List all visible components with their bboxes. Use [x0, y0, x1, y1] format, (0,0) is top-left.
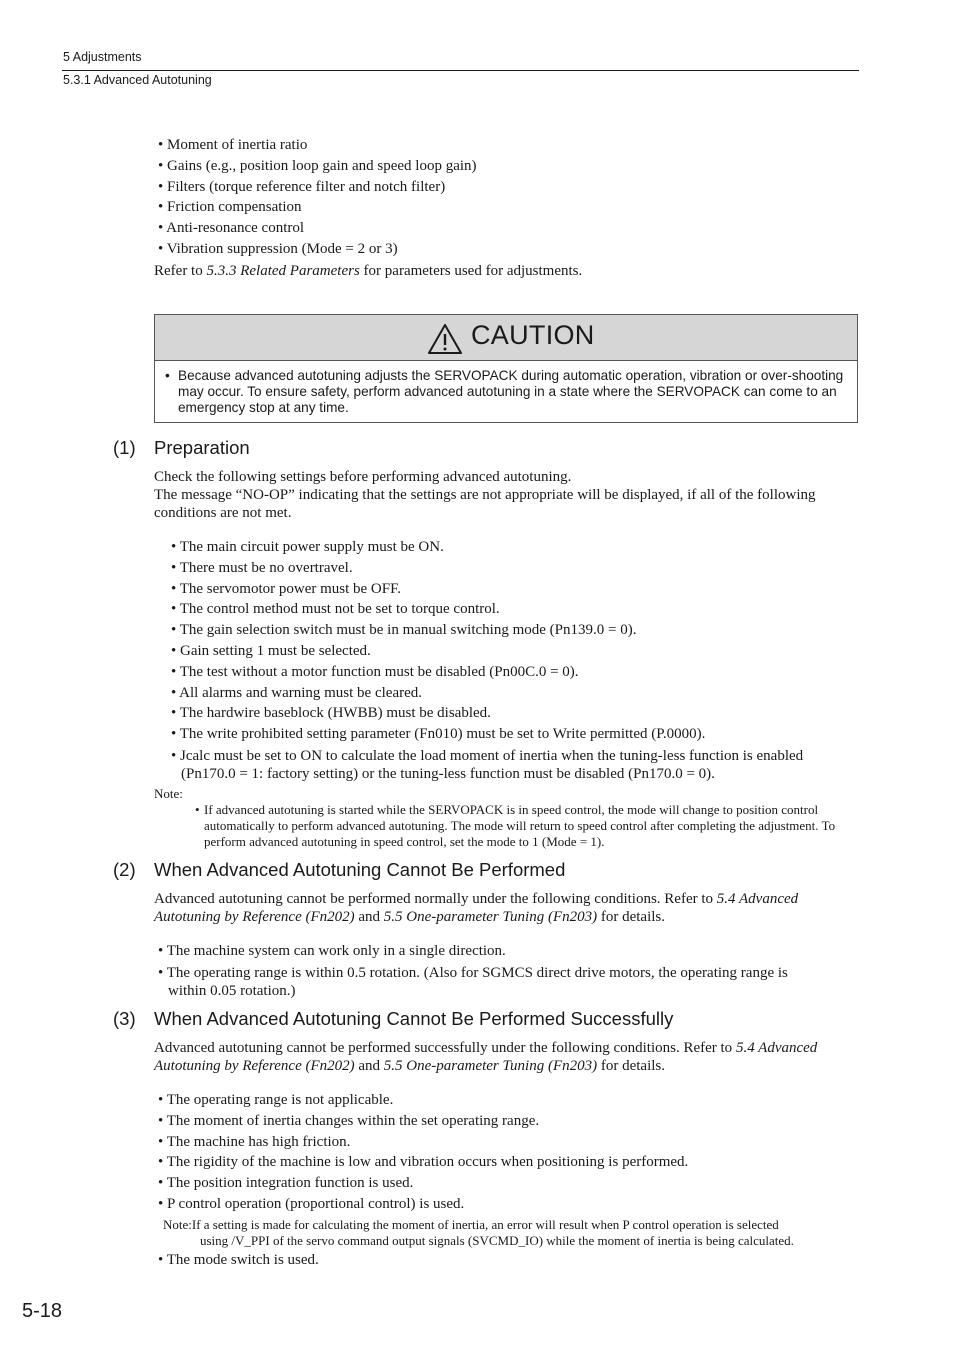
paragraph: Check the following settings before performing advanced autotuning.	[154, 469, 572, 485]
refer-text: Refer to	[154, 263, 207, 279]
list-item: • Moment of inertia ratio	[158, 137, 308, 153]
section-2-paragraph	[154, 890, 854, 926]
caution-bullet: •	[165, 368, 170, 383]
list-item: • There must be no overtravel.	[171, 559, 353, 576]
section-3-paragraph	[154, 1039, 854, 1075]
failure-bullet-list	[158, 1090, 688, 1215]
preparation-bullet-list	[171, 537, 705, 745]
list-item: • The main circuit power supply must be ON.	[171, 539, 444, 555]
section-3-title: When Advanced Autotuning Cannot Be Performed Successfully	[154, 1008, 674, 1029]
section-1-intro	[154, 468, 864, 522]
list-item: • The write prohibited setting parameter (Fn010) must be set to Write permitted (P.0000).	[171, 726, 706, 743]
intro-bullet-list	[158, 135, 477, 260]
section-header: 5.3.1 Advanced Autotuning	[63, 73, 212, 87]
note-bullet: •	[195, 802, 200, 817]
p-control-note	[163, 1217, 794, 1249]
list-item: • The control method must not be set to torque control.	[171, 601, 500, 618]
list-item: • The machine system can work only in a single direction.	[158, 943, 506, 959]
page-number: 5-18	[22, 1300, 63, 1322]
list-item: • The operating range is not applicable.	[158, 1092, 394, 1108]
list-item: • Jcalc must be set to ON to calculate the load moment of inertia when the tuning-less function is enabled	[171, 748, 804, 764]
paragraph-text: Advanced autotuning cannot be performed successfully under the following conditions. Refer to	[154, 1040, 736, 1056]
paragraph-text: and	[354, 1058, 384, 1074]
note-text: If advanced autotuning is started while the SERVOPACK is in speed control, the mode will change to position control automatically to perform advanced autotuning. The mode will return to speed control after completing the adjustment. To perform advanced autotuning in speed control, set the mode to 1 (Mode = 1).	[204, 802, 836, 849]
caution-title: CAUTION	[471, 320, 595, 350]
list-item: • Anti-resonance control	[158, 220, 305, 237]
list-item: • Gains (e.g., position loop gain and speed loop gain)	[158, 157, 477, 174]
list-item: • The rigidity of the machine is low and vibration occurs when positioning is performed.	[158, 1154, 689, 1171]
section-1-title: Preparation	[154, 437, 250, 458]
refer-text: for parameters used for adjustments.	[359, 263, 583, 279]
section-3-number: (3)	[113, 1008, 136, 1029]
list-item: • The mode switch is used.	[158, 1252, 319, 1268]
caution-paragraph: Because advanced autotuning adjusts the SERVOPACK during automatic operation, vibration or over-shooting may occur. To ensure safety, perform advanced autotuning in a state where the SERVOPACK can come to an emergency stop at any time.	[178, 368, 844, 415]
cross-reference-link[interactable]: 5.4 Advanced Autotuning by Reference (Fn202)	[154, 1040, 818, 1074]
list-item: • Gain setting 1 must be selected.	[171, 642, 371, 659]
note-text: Note:If a setting is made for calculating the moment of inertia, an error will result when P control operation is selected	[163, 1217, 779, 1232]
caution-box	[154, 314, 858, 423]
paragraph: The message “NO-OP” indicating that the settings are not appropriate will be displayed, if all of the following conditions are not met.	[154, 487, 816, 521]
list-item: • The hardwire baseblock (HWBB) must be disabled.	[171, 705, 491, 722]
list-item-continuation: (Pn170.0 = 1: factory setting) or the tuning-less function must be disabled (Pn170.0 = 0).	[181, 766, 715, 782]
cross-reference-link[interactable]: 5.4 Advanced Autotuning by Reference (Fn202)	[154, 891, 799, 925]
list-item: • The servomotor power must be OFF.	[171, 580, 402, 597]
cross-reference-link[interactable]: 5.3.3 Related Parameters	[206, 263, 360, 279]
list-item: • The test without a motor function must be disabled (Pn00C.0 = 0).	[171, 663, 579, 680]
list-item: • Vibration suppression (Mode = 2 or 3)	[158, 240, 398, 257]
section-2-title: When Advanced Autotuning Cannot Be Performed	[154, 859, 566, 880]
chapter-header: 5 Adjustments	[63, 50, 142, 64]
section-1-number: (1)	[113, 437, 136, 458]
warning-triangle-icon	[427, 323, 463, 355]
jcalc-bullet	[171, 747, 803, 783]
list-item: • The gain selection switch must be in manual switching mode (Pn139.0 = 0).	[171, 622, 637, 639]
operating-range-bullet	[158, 964, 788, 1000]
paragraph-text: Advanced autotuning cannot be performed normally under the following conditions. Refer to	[154, 891, 717, 907]
cross-reference-link[interactable]: 5.5 One-parameter Tuning (Fn203)	[383, 1058, 598, 1074]
refer-paragraph	[154, 262, 582, 280]
list-item: • The operating range is within 0.5 rotation. (Also for SGMCS direct drive motors, the operating range is	[158, 965, 788, 981]
paragraph-text: for details.	[597, 1058, 666, 1074]
list-item: • Filters (torque reference filter and notch filter)	[158, 178, 446, 195]
list-item: • The position integration function is used.	[158, 1175, 414, 1192]
paragraph-text: for details.	[597, 909, 666, 925]
list-item: • Friction compensation	[158, 199, 302, 216]
list-item: • P control operation (proportional control) is used.	[158, 1195, 465, 1212]
section-2-number: (2)	[113, 859, 136, 880]
cross-reference-link[interactable]: 5.5 One-parameter Tuning (Fn203)	[383, 909, 598, 925]
list-item: • The moment of inertia changes within the set operating range.	[158, 1112, 540, 1129]
note-text: using /V_PPI of the servo command output signals (SVCMD_IO) while the moment of inertia is being calculated.	[200, 1233, 794, 1248]
list-item: • All alarms and warning must be cleared.	[171, 684, 423, 701]
note-label: Note:	[154, 786, 183, 801]
caution-text	[165, 368, 845, 416]
caution-header	[155, 315, 857, 361]
list-item-continuation: within 0.05 rotation.)	[168, 983, 296, 999]
paragraph-text: and	[354, 909, 384, 925]
header-rule	[62, 70, 859, 71]
list-item: • The machine has high friction.	[158, 1133, 351, 1150]
